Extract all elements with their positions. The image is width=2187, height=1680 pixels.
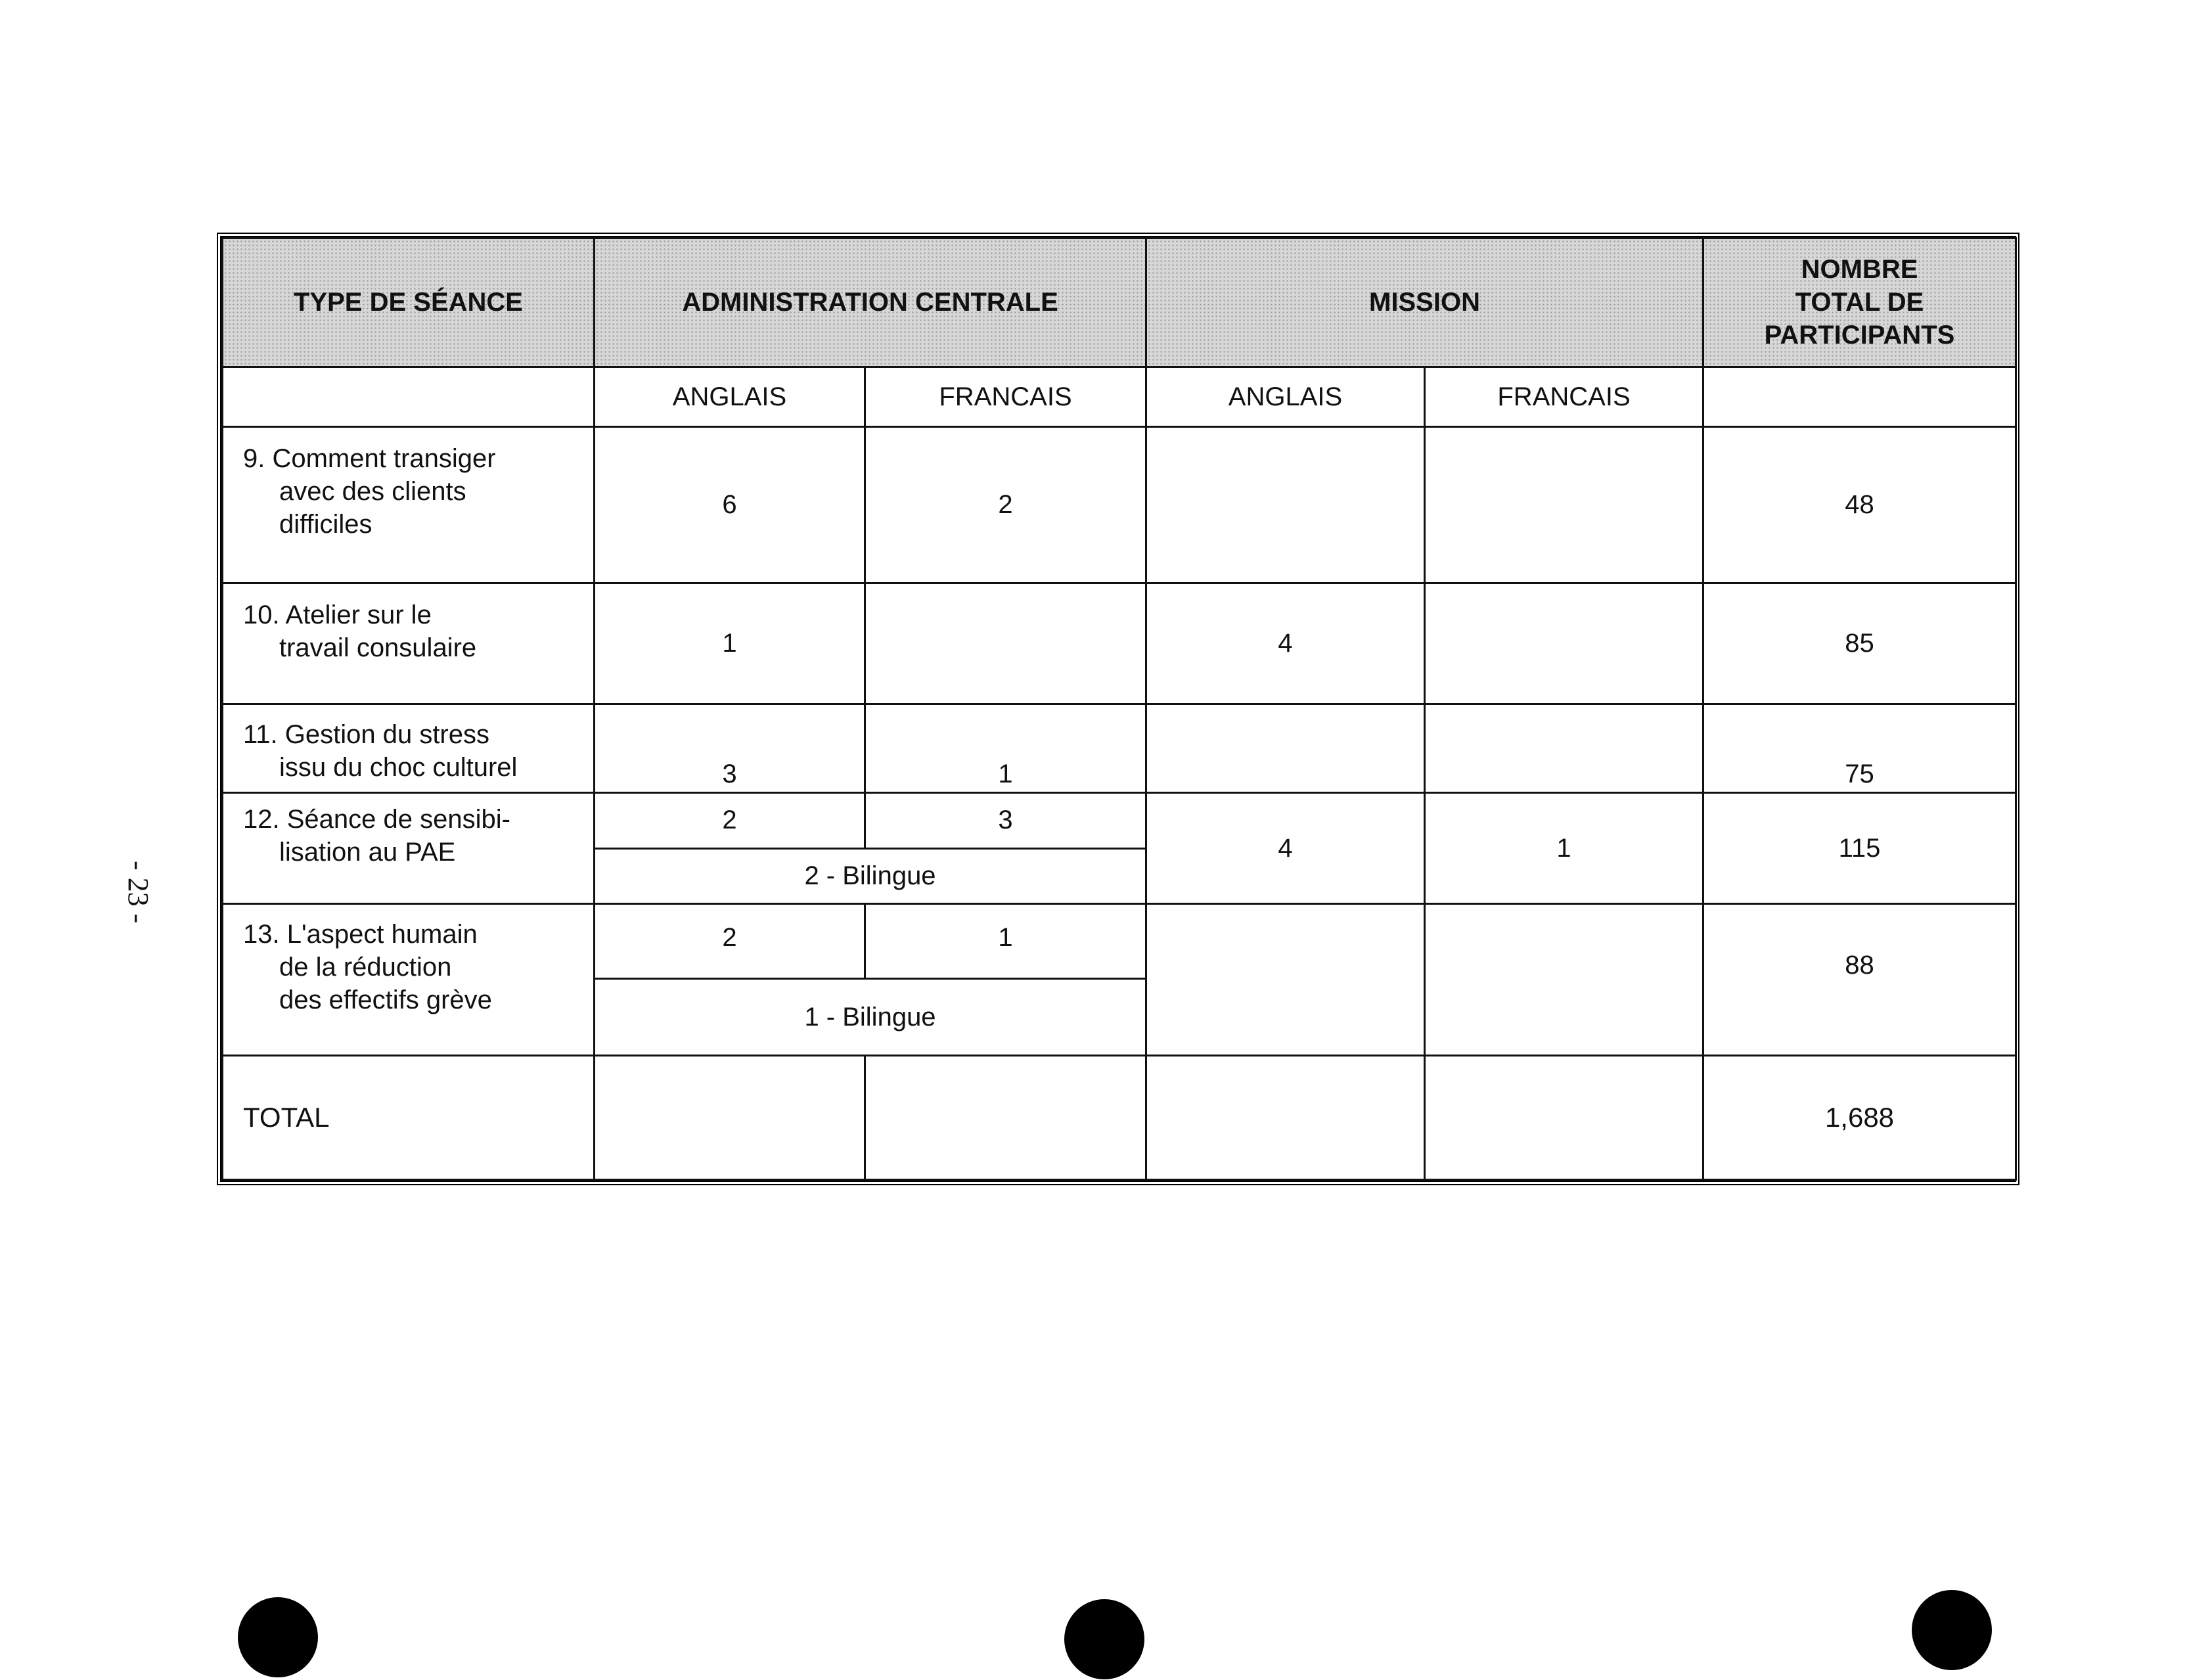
row-label-line: 10. Atelier sur le <box>243 600 432 629</box>
cell-total: 85 <box>1703 583 2016 704</box>
header-type-seance: TYPE DE SÉANCE <box>223 238 595 367</box>
table-row <box>223 427 2016 583</box>
total-admin-francais <box>865 1056 1146 1180</box>
punch-hole-right <box>1912 1590 1992 1670</box>
total-admin-anglais <box>595 1056 865 1180</box>
table-row <box>223 704 2016 793</box>
cell-mission-francais: 1 <box>1425 793 1703 904</box>
cell-admin-francais: 2 <box>865 427 1146 583</box>
row-label-line: travail consulaire <box>279 633 477 662</box>
row-label <box>223 793 595 904</box>
subheader-admin-anglais: ANGLAIS <box>595 367 865 426</box>
cell-mission-anglais <box>1146 704 1425 793</box>
row-label-line: 11. Gestion du stress <box>243 720 489 750</box>
cell-mission-francais <box>1425 427 1703 583</box>
table-row <box>223 903 2016 979</box>
cell-mission-francais <box>1425 903 1703 1055</box>
row-label-line: des effectifs grève <box>279 985 492 1014</box>
total-mission-francais <box>1425 1056 1703 1180</box>
subheader-total-empty <box>1703 367 2016 426</box>
total-mission-anglais <box>1146 1056 1425 1180</box>
row-label-line: issu du choc culturel <box>279 753 518 783</box>
participants-table <box>217 233 2019 1185</box>
cell-admin-anglais: 3 <box>595 704 865 793</box>
page-number: - 23 - <box>122 861 154 924</box>
cell-admin-francais <box>865 583 1146 704</box>
total-label: TOTAL <box>223 1056 595 1180</box>
header-mission: MISSION <box>1146 238 1703 367</box>
punch-hole-left <box>238 1597 318 1677</box>
subheader-admin-francais: FRANCAIS <box>865 367 1146 426</box>
subheader-empty <box>223 367 595 426</box>
cell-admin-bilingue: 1 - Bilingue <box>595 979 1146 1056</box>
cell-admin-francais: 1 <box>865 704 1146 793</box>
cell-total: 48 <box>1703 427 2016 583</box>
cell-mission-francais <box>1425 583 1703 704</box>
punch-hole-center <box>1064 1599 1144 1679</box>
cell-total: 115 <box>1703 793 2016 904</box>
row-label <box>223 583 595 704</box>
row-label <box>223 427 595 583</box>
cell-admin-anglais: 2 <box>595 903 865 979</box>
row-label-line: 13. L'aspect humain <box>243 919 478 949</box>
row-label <box>223 704 595 793</box>
cell-mission-francais <box>1425 704 1703 793</box>
cell-mission-anglais: 4 <box>1146 583 1425 704</box>
table-row <box>223 583 2016 704</box>
row-label-line: difficiles <box>279 510 372 539</box>
cell-admin-bilingue: 2 - Bilingue <box>595 848 1146 903</box>
table-row <box>223 793 2016 848</box>
row-label-line: de la réduction <box>279 952 452 982</box>
cell-admin-anglais: 2 <box>595 793 865 848</box>
cell-admin-anglais: 1 <box>595 583 865 704</box>
row-label-line: lisation au PAE <box>279 838 456 867</box>
cell-total: 75 <box>1703 704 2016 793</box>
header-administration-centrale: ADMINISTRATION CENTRALE <box>595 238 1146 367</box>
cell-mission-anglais <box>1146 903 1425 1055</box>
header-row <box>223 238 2016 367</box>
header-total-participants <box>1703 238 2016 367</box>
total-row <box>223 1056 2016 1180</box>
cell-mission-anglais <box>1146 427 1425 583</box>
row-label-line: avec des clients <box>279 477 466 507</box>
header-total-line1: NOMBRE <box>1801 255 1918 284</box>
subheader-row <box>223 367 2016 426</box>
cell-admin-francais: 1 <box>865 903 1146 979</box>
row-label-line: 12. Séance de sensibi- <box>243 805 510 834</box>
cell-total: 88 <box>1703 903 2016 1055</box>
participants-grid <box>221 237 2017 1181</box>
header-total-line3: PARTICIPANTS <box>1764 321 1955 350</box>
row-label-line: 9. Comment transiger <box>243 444 496 474</box>
row-label <box>223 903 595 1055</box>
total-value: 1,688 <box>1703 1056 2016 1180</box>
cell-admin-francais: 3 <box>865 793 1146 848</box>
subheader-mission-anglais: ANGLAIS <box>1146 367 1425 426</box>
cell-mission-anglais: 4 <box>1146 793 1425 904</box>
cell-admin-anglais: 6 <box>595 427 865 583</box>
subheader-mission-francais: FRANCAIS <box>1425 367 1703 426</box>
header-total-line2: TOTAL DE <box>1795 288 1924 317</box>
